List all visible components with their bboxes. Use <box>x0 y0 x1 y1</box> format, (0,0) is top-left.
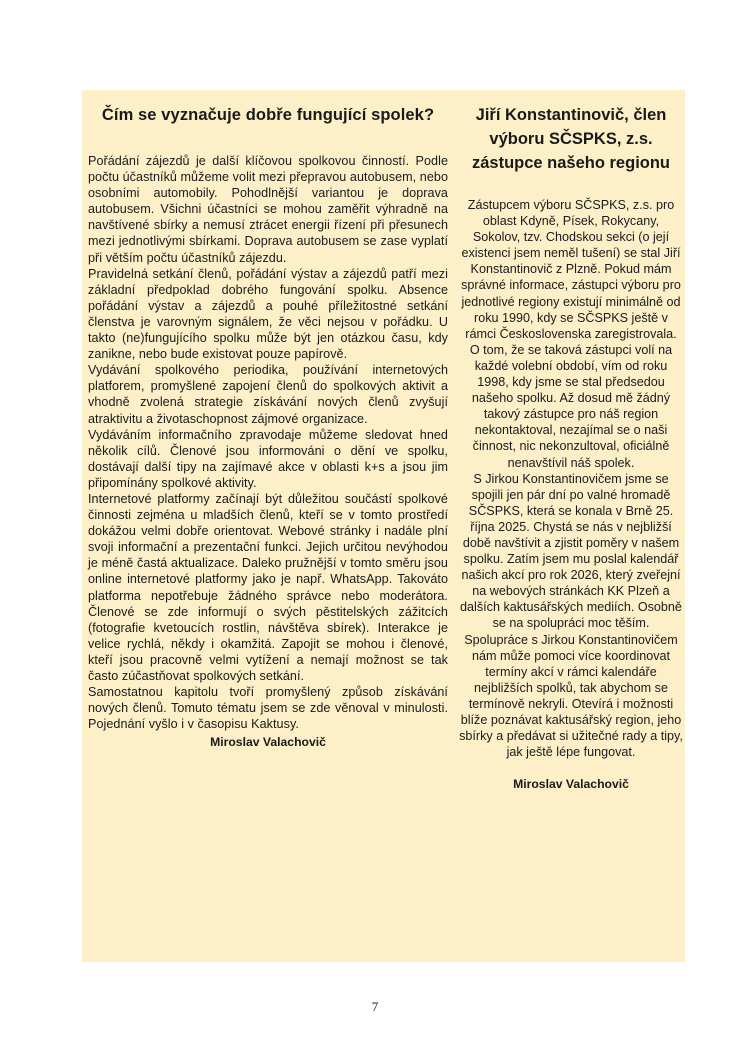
left-article-title: Čím se vyznačuje dobře fungující spolek? <box>101 106 435 124</box>
left-article <box>88 103 448 749</box>
left-paragraph-3: Vydávání spolkového periodika, používání internetových platforem, promyšlené zapojení členů do spolkových aktivit a vhodně zvolená strategie získávání nových členů zvyšují atraktivitu a životaschopnost zájmové organizace. <box>88 363 448 426</box>
right-paragraph-3: S Jirkou Konstantinovičem jsme se spojili jen pár dní po valné hromadě SČSPKS, která se konala v Brně 25. října 2025. Chystá se nás v nejbližší době navštívit a zjistit poměry v našem spolku. Zatím jsem mu poslal kalendář našich akcí pro rok 2026, který zveřejní na webových stránkách KK Plzeň a dalších kaktusářských mediích. Osobně se na spolupráci moc těším. <box>460 471 682 631</box>
right-paragraph-1: Zástupcem výboru SČSPKS, z.s. pro oblast Kdyně, Písek, Rokycany, Sokolov, tzv. Chodskou sekci (o její existenci jsem neměl tušení) se stal Jiří Konstantinovič z Plzně. Pokud mám správné informace, zástupci výboru pro jednotlivé regiony existují minimálně od roku 1990, kdy se SČSPKS ještě v rámci Československa zaregistrovala. <box>461 198 681 341</box>
left-signature: Miroslav Valachovič <box>210 735 326 750</box>
right-article <box>459 103 683 791</box>
left-paragraph-6: Samostatnou kapitolu tvoří promyšlený způsob získávání nových členů. Tomuto tématu jsem se zde věnoval v minulosti. Pojednání vyšlo i v časopisu Kaktusy. <box>88 685 448 732</box>
right-signature: Miroslav Valachovič <box>513 777 629 792</box>
right-paragraph-2: O tom, že se taková zástupci volí na každé volební období, vím od roku 1998, kdy jsme se stal předsedou našeho spolku. Až dosud mě žádný takový zástupce pro náš region nekontaktoval, nezajímal se o naši činnost, nic nekonzultoval, oficiálně nenavštívil náš spolek. <box>469 342 673 470</box>
page-number: 7 <box>371 999 379 1014</box>
left-paragraph-4: Vydáváním informačního zpravodaje můžeme sledovat hned několik cílů. Členové jsou informováni o dění ve spolku, dostávají další tipy na zajímavé akce v oblasti k+s a jsou jim připomínány spolkové aktivity. <box>88 427 448 490</box>
right-article-title: Jiří Konstantinovič, člen výboru SČSPKS, z.s. zástupce našeho regionu <box>471 106 671 172</box>
left-paragraph-5: Internetové platformy začínají být důležitou součástí spolkové činnosti zejména u mladších členů, kteří se v tomto prostředí dokážou velmi dobře orientovat. Webové stránky i nadále plní svoji informační a prezentační funkci. Jejich určitou nevýhodou je méně častá aktualizace. Daleko pružnější v tomto směru jsou online internetové platformy jako je např. WhatsApp. Takováto platforma nepotřebuje žádného správce nebo moderátora. Členové se zde informují o svých pěstitelských zážitcích (fotografie kvetoucích rostlin, návštěva sbírek). Interakce je velice rychlá, někdy i okamžitá. Zapojit se mohou i členové, kteří jsou pracovně velmi vytížení a nemají možnost se tak často zúčastňovat spolkových setkání. <box>88 491 448 683</box>
right-paragraph-4: Spolupráce s Jirkou Konstantinovičem nám může pomoci více koordinovat termíny akcí v rámci kalendáře nejbližších spolků, tak abychom se termínově nekryli. Otevírá i možnosti blíže poznávat kaktusářský region, jeho sbírky a předávat si užitečné rady a tipy, jak ještě lépe fungovat. <box>459 632 683 760</box>
left-paragraph-2: Pravidelná setkání členů, pořádání výstav a zájezdů patří mezi základní předpoklad dobrého fungování spolku. Absence pořádání výstav a zájezdů a pouhé příležitostné setkání členstva je varovným signálem, že věci nejsou v pořádku. U takto (ne)fungujícího spolku může být jen otázkou času, kdy zanikne, nebo bude existovat pouze papírově. <box>88 266 448 362</box>
left-paragraph-1: Pořádání zájezdů je další klíčovou spolkovou činností. Podle počtu účastníků můžeme volit mezi přepravou autobusem, nebo osobními automobily. Pohodlnější variantou je doprava autobusem. Všichni účastníci se mohou zaměřit výhradně na navštívené sbírky a nemusí ztrácet energii řízení při přesunech mezi jednotlivými sbírkami. Doprava autobusem se zase vyplatí při větším počtu účastníků zájezdu. <box>88 154 448 265</box>
